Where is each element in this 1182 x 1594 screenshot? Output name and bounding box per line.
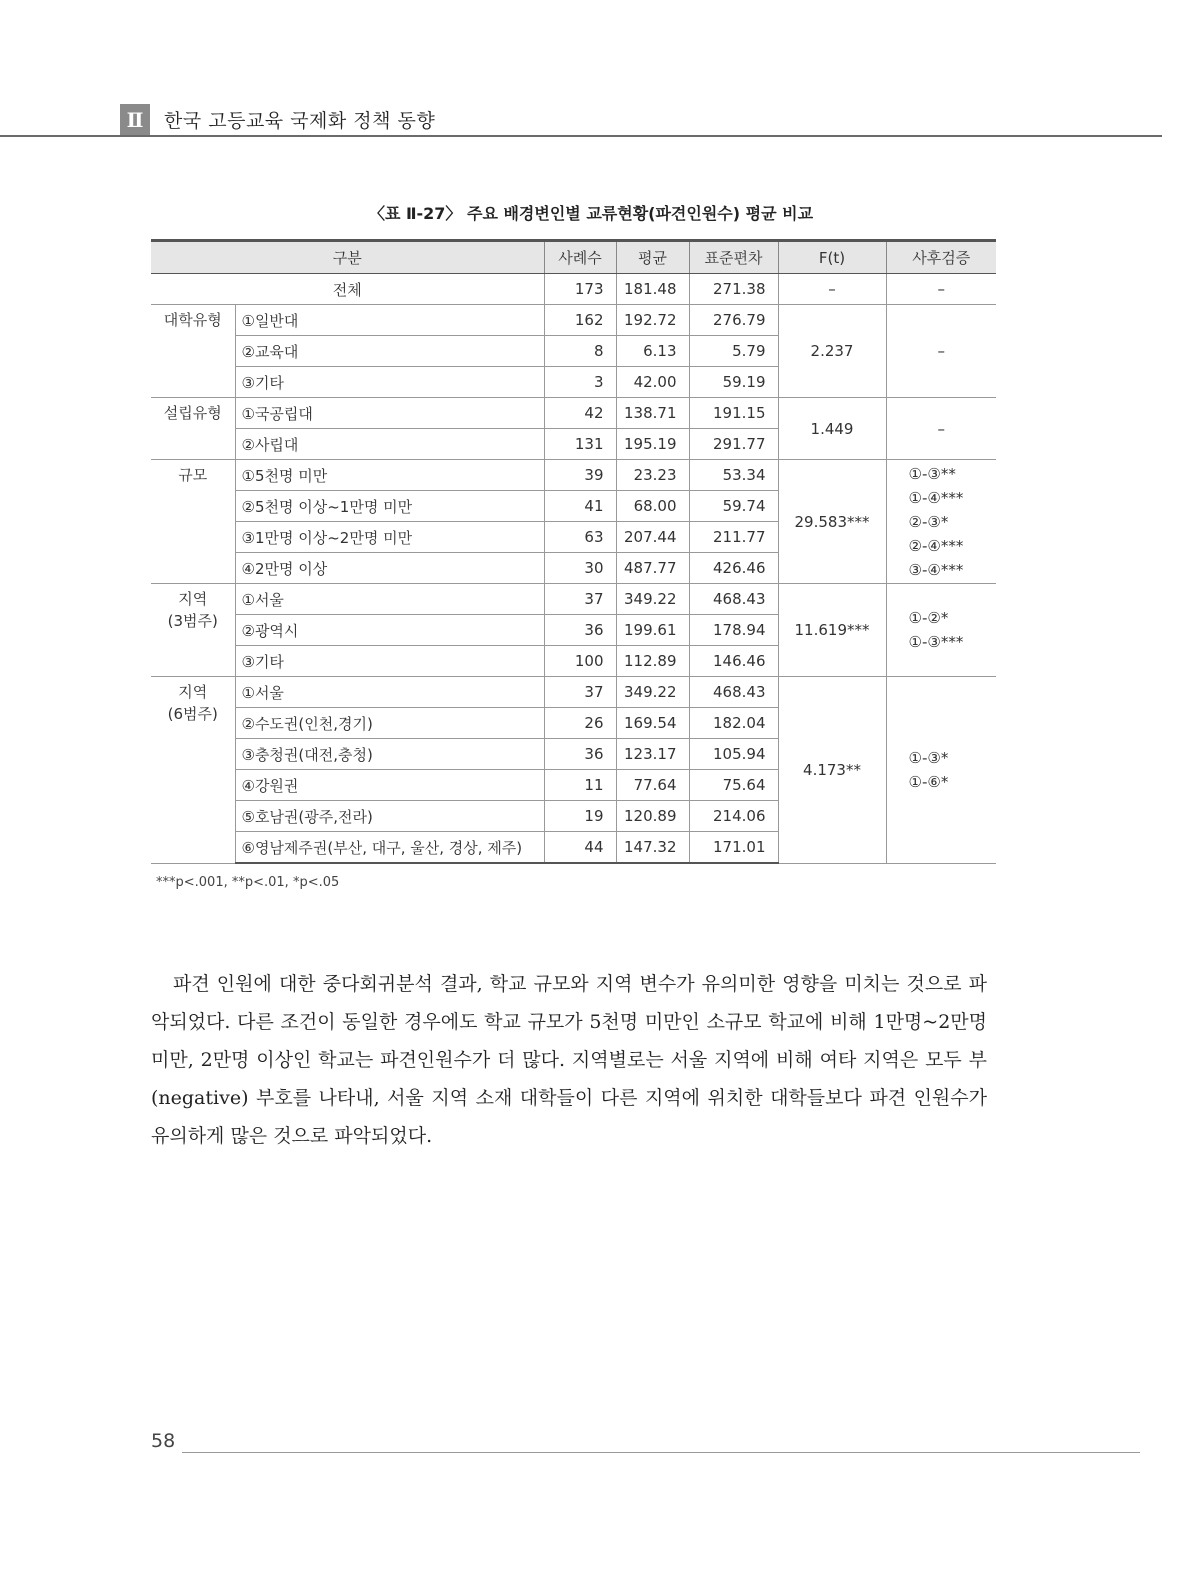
table-row-total [151, 274, 996, 305]
row-label: ②5천명 이상~1만명 미만 [235, 491, 544, 522]
table-row [151, 305, 996, 336]
table-cell-n: 8 [544, 336, 616, 367]
row-label: ⑥영남제주권(부산, 대구, 울산, 경상, 제주) [235, 832, 544, 864]
table-cell-sd: 426.46 [689, 553, 778, 584]
posthoc-item: ①-③*** [908, 633, 964, 651]
table-cell-f: 2.237 [778, 305, 886, 398]
row-label: ④2만명 이상 [235, 553, 544, 584]
group-label-line: 대학유형 [163, 311, 222, 329]
table-cell-sd: 75.64 [689, 770, 778, 801]
table-caption: 〈표 Ⅱ-27〉 주요 배경변인별 교류현황(파견인원수) 평균 비교 [368, 204, 814, 223]
table-cell-f: 29.583*** [778, 460, 886, 584]
page-number: 58 [151, 1430, 176, 1452]
table-cell-n: 39 [544, 460, 616, 491]
table-row [151, 398, 996, 429]
row-label: ⑤호남권(광주,전라) [235, 801, 544, 832]
table-cell-f: 4.173** [778, 677, 886, 864]
table-cell-sd: 211.77 [689, 522, 778, 553]
table-cell-n: 11 [544, 770, 616, 801]
table-cell-sd: 178.94 [689, 615, 778, 646]
table-body [151, 274, 996, 864]
table-cell-f: – [778, 274, 886, 305]
table-cell-sd: 5.79 [689, 336, 778, 367]
row-label: ②사립대 [235, 429, 544, 460]
table-cell-n: 131 [544, 429, 616, 460]
table-cell-mean: 120.89 [616, 801, 689, 832]
comparison-table [151, 239, 996, 864]
table-cell-f: 11.619*** [778, 584, 886, 677]
table-cell-sd: 468.43 [689, 677, 778, 708]
table-cell-n: 63 [544, 522, 616, 553]
table-cell-mean: 77.64 [616, 770, 689, 801]
table-header-row [151, 241, 996, 274]
table-cell-mean: 123.17 [616, 739, 689, 770]
posthoc-item: ①-④*** [908, 488, 964, 507]
footer-rule [182, 1452, 1140, 1453]
total-label: 전체 [151, 274, 544, 305]
row-label: ④강원권 [235, 770, 544, 801]
posthoc-item: ②-③* [908, 512, 949, 531]
group-label [151, 460, 235, 584]
column-header: 사례수 [544, 241, 616, 274]
group-label-line: (3범주) [167, 612, 218, 630]
table-cell-mean: 42.00 [616, 367, 689, 398]
group-label-line: 규모 [178, 466, 208, 484]
row-label: ③충청권(대전,충청) [235, 739, 544, 770]
chapter-badge: Ⅱ [120, 104, 150, 136]
table-cell-mean: 207.44 [616, 522, 689, 553]
row-label: ②교육대 [235, 336, 544, 367]
table-cell-mean: 6.13 [616, 336, 689, 367]
table-cell-sd: 191.15 [689, 398, 778, 429]
table-cell-n: 19 [544, 801, 616, 832]
row-label: ①5천명 미만 [235, 460, 544, 491]
row-label: ①서울 [235, 677, 544, 708]
column-header: F(t) [778, 241, 886, 274]
row-label: ③1만명 이상~2만명 미만 [235, 522, 544, 553]
table-row [151, 677, 996, 708]
table-cell-posthoc [886, 305, 996, 398]
table-cell-mean: 169.54 [616, 708, 689, 739]
table-cell-mean: 349.22 [616, 677, 689, 708]
table-cell-mean: 138.71 [616, 398, 689, 429]
table-cell-sd: 146.46 [689, 646, 778, 677]
table-cell-n: 100 [544, 646, 616, 677]
table-cell-n: 44 [544, 832, 616, 864]
table-cell-sd: 276.79 [689, 305, 778, 336]
table-cell-n: 173 [544, 274, 616, 305]
group-label-line: (6범주) [167, 705, 218, 723]
column-header: 평균 [616, 241, 689, 274]
running-header [0, 104, 1162, 136]
row-label: ③기타 [235, 646, 544, 677]
table-cell-posthoc [886, 584, 996, 677]
row-label: ①일반대 [235, 305, 544, 336]
table-cell-mean: 199.61 [616, 615, 689, 646]
table-cell-sd: 291.77 [689, 429, 778, 460]
posthoc-item: ②-④*** [908, 536, 964, 555]
column-header: 표준편차 [689, 241, 778, 274]
table-cell-f: 1.449 [778, 398, 886, 460]
group-label-line: 지역 [178, 590, 208, 608]
table-cell-mean: 349.22 [616, 584, 689, 615]
table-cell-n: 36 [544, 739, 616, 770]
significance-note: ***p<.001, **p<.01, *p<.05 [156, 875, 340, 890]
table-cell-sd: 182.04 [689, 708, 778, 739]
table-cell-n: 37 [544, 677, 616, 708]
table-cell-mean: 192.72 [616, 305, 689, 336]
chapter-title: 한국 고등교육 국제화 정책 동향 [164, 110, 436, 132]
table-cell-sd: 53.34 [689, 460, 778, 491]
posthoc-item: ①-⑥* [908, 772, 949, 791]
table-cell-sd: 214.06 [689, 801, 778, 832]
table-cell-sd: 271.38 [689, 274, 778, 305]
table-cell-mean: 147.32 [616, 832, 689, 864]
table-cell-mean: 487.77 [616, 553, 689, 584]
column-header: 사후검증 [886, 241, 996, 274]
table-cell-sd: 59.19 [689, 367, 778, 398]
table-cell-n: 26 [544, 708, 616, 739]
row-label: ①서울 [235, 584, 544, 615]
table-cell-mean: 195.19 [616, 429, 689, 460]
group-label [151, 677, 235, 864]
table-row [151, 584, 996, 615]
table-cell-mean: 68.00 [616, 491, 689, 522]
posthoc-item: ①-②* [908, 609, 949, 627]
table-cell-posthoc [886, 677, 996, 864]
header-rule [0, 135, 1162, 137]
table-row [151, 460, 996, 491]
group-label [151, 584, 235, 677]
body-paragraph: 파견 인원에 대한 중다회귀분석 결과, 학교 규모와 지역 변수가 유의미한 영향을 미치는 것으로 파악되었다. 다른 조건이 동일한 경우에도 학교 규모가 5천명 미만인 소규모 학교에 비해 1만명~2만명 미만, 2만명 이상인 학교는 파견인원수가 더 많다. 지역별로는 서울 지역에 비해 여타 지역은 모두 부(negative) 부호를 나타내, 서울 지역 소재 대학들이 다른 지역에 위치한 대학들보다 파견 인원수가 유의하게 많은 것으로 파악되었다. [151, 973, 987, 1147]
group-label [151, 398, 235, 460]
table-cell-mean: 23.23 [616, 460, 689, 491]
posthoc-item: ①-③** [908, 464, 956, 483]
group-label-line: 지역 [178, 683, 208, 701]
row-label: ②수도권(인천,경기) [235, 708, 544, 739]
column-header: 구분 [151, 241, 544, 274]
row-label: ③기타 [235, 367, 544, 398]
table-cell-posthoc [886, 460, 996, 584]
row-label: ①국공립대 [235, 398, 544, 429]
posthoc-item: ③-④*** [908, 560, 964, 579]
table-cell-n: 3 [544, 367, 616, 398]
table-cell-posthoc: – [886, 274, 996, 305]
table-cell-n: 30 [544, 553, 616, 584]
row-label: ②광역시 [235, 615, 544, 646]
table-cell-posthoc [886, 398, 996, 460]
table-cell-n: 162 [544, 305, 616, 336]
table-cell-sd: 171.01 [689, 832, 778, 864]
group-label-line: 설립유형 [163, 404, 222, 422]
table-cell-sd: 105.94 [689, 739, 778, 770]
table-cell-n: 37 [544, 584, 616, 615]
posthoc-item: ①-③* [908, 748, 949, 767]
table-cell-n: 36 [544, 615, 616, 646]
table-cell-n: 41 [544, 491, 616, 522]
group-label [151, 305, 235, 398]
posthoc-item: – [937, 419, 946, 438]
table-cell-sd: 468.43 [689, 584, 778, 615]
table-cell-mean: 112.89 [616, 646, 689, 677]
table-cell-n: 42 [544, 398, 616, 429]
table-cell-sd: 59.74 [689, 491, 778, 522]
table-cell-mean: 181.48 [616, 274, 689, 305]
posthoc-item: – [937, 342, 946, 360]
